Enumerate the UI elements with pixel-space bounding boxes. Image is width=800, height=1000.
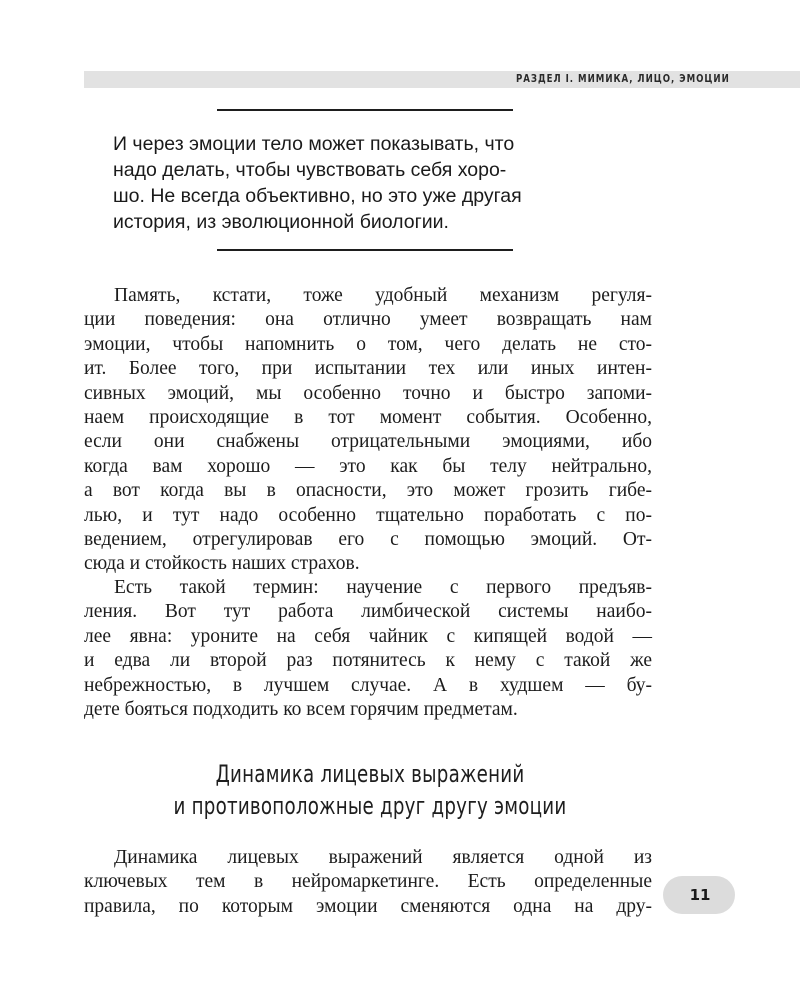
section-heading-line: Динамика лицевых выражений <box>215 760 525 788</box>
quote-line: надо делать, чтобы чувствовать себя хоро- <box>113 159 507 181</box>
section-heading <box>80 758 660 822</box>
text-line: а вот когда вы в опасности, это может грозить гибе- <box>84 480 652 502</box>
quote-line: шо. Не всегда объективно, но это уже другая <box>113 185 522 207</box>
text-line: Память, кстати, тоже удобный механизм регуля- <box>114 285 652 306</box>
text-line: сюда и стойкость наших страхов. <box>84 553 360 575</box>
text-line: небрежностью, в лучшем случае. А в худшем — бу- <box>84 674 652 696</box>
quote-line: И через эмоции тело может показывать, что <box>113 133 515 155</box>
page-number: 11 <box>689 886 711 904</box>
text-line: ции поведения: она отлично умеет возвращать нам <box>84 309 652 331</box>
text-line: ит. Более того, при испытании тех или иных интен- <box>84 358 652 380</box>
text-line: лью, и тут надо особенно тщательно поработать с по- <box>84 504 652 526</box>
paragraph-one-shot-learning <box>84 576 652 722</box>
text-line: если они снабжены отрицательными эмоциями, ибо <box>84 431 652 453</box>
text-line: правила, по которым эмоции сменяются одна на дру- <box>84 895 652 917</box>
paragraph-memory <box>84 284 652 577</box>
text-line: когда вам хорошо — это как бы телу нейтрально, <box>84 455 652 477</box>
paragraph-facial-dynamics <box>84 846 652 919</box>
text-line: дете бояться подходить ко всем горячим предметам. <box>84 699 518 721</box>
text-line: сивных эмоций, мы особенно точно и быстро запоми- <box>84 382 652 404</box>
text-line: и едва ли второй раз потянитесь к нему с такой же <box>84 650 652 672</box>
quote-rule-top <box>217 109 513 111</box>
text-line: наем происходящие в тот момент события. Особенно, <box>84 407 652 429</box>
text-line: Есть такой термин: научение с первого предъяв- <box>114 577 652 598</box>
quote-line: история, из эволюционной биологии. <box>113 211 449 233</box>
pull-quote <box>113 131 653 235</box>
section-heading-line: и противоположные друг другу эмоции <box>173 792 567 820</box>
text-line: лее явна: уроните на себя чайник с кипящей водой — <box>84 625 652 647</box>
text-line: ления. Вот тут работа лимбической системы наибо- <box>84 601 652 623</box>
text-line: эмоции, чтобы напомнить о том, чего делать не сто- <box>84 333 652 355</box>
quote-rule-bottom <box>217 249 513 251</box>
running-header-title: РАЗДЕЛ I. МИМИКА, ЛИЦО, ЭМОЦИИ <box>516 73 730 85</box>
text-line: Динамика лицевых выражений является одной из <box>114 847 652 868</box>
text-line: ключевых тем в нейромаркетинге. Есть определенные <box>84 871 652 893</box>
text-line: ведением, отрегулировав его с помощью эмоций. От- <box>84 529 652 551</box>
